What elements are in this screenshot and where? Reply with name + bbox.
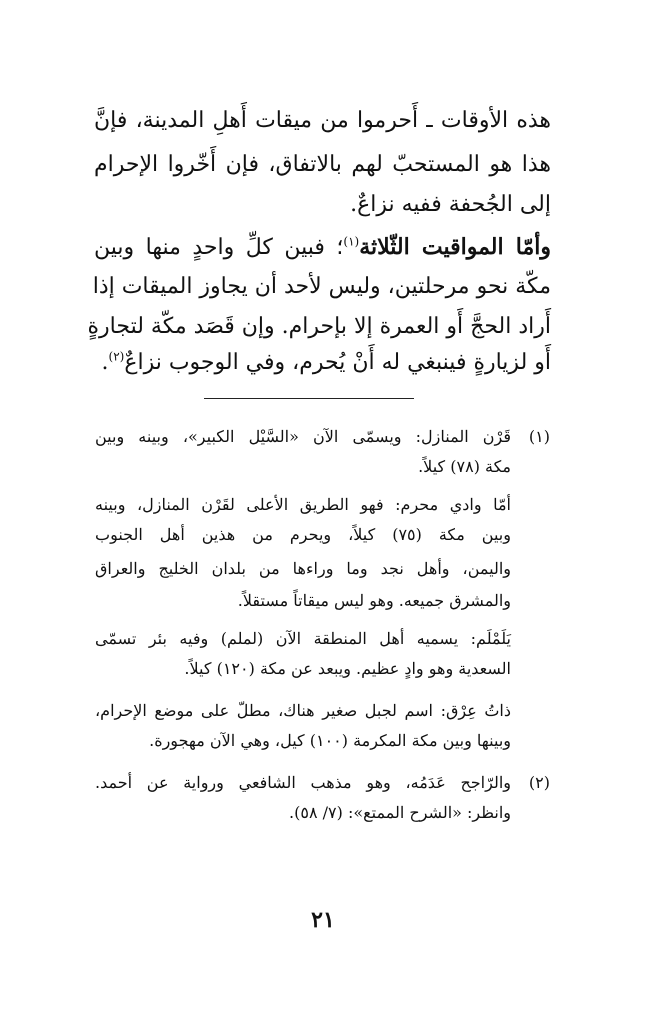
footnote-line: وبين مكة (٧٥) كيلاً، ويحرم من هذين أهل الجنوب bbox=[95, 525, 511, 544]
main-text-line: مكّة نحو مرحلتين، وليس لأحد أن يجاوز الميقات إذا bbox=[92, 274, 551, 299]
main-text-span: ؛ فبين كلِّ واحدٍ منها وبين bbox=[94, 235, 344, 260]
main-text-line: إلى الجُحفة ففيه نزاعٌ. bbox=[350, 192, 551, 217]
footnote-line: والرّاجح عَدَمُه، وهو مذهب الشافعي ورواية عن أحمد. bbox=[95, 773, 511, 792]
main-text-line: هذه الأوقات ـ أَحرموا من ميقات أَهلِ المدينة، فإنَّ bbox=[94, 108, 551, 133]
footnote-line: وانظر: «الشرح الممتع»: (٧/ ٥٨). bbox=[289, 803, 511, 822]
footnote-number-1: (١) bbox=[528, 427, 550, 446]
main-text-line bbox=[94, 232, 551, 263]
footnote-ref-1[interactable]: (١) bbox=[343, 234, 360, 249]
footnote-line: والمشرق جميعه. وهو ليس ميقاتاً مستقلاً. bbox=[237, 591, 511, 610]
footnote-line: وبينها وبين مكة المكرمة (١٠٠) كيل، وهي الآن مهجورة. bbox=[149, 731, 511, 750]
footnote-line: أمّا وادي محرم: فهو الطريق الأعلى لقَرْن المنازل، وبينه bbox=[95, 495, 511, 514]
main-text-line: هذا هو المستحبّ لهم بالاتفاق، فإن أَخّروا الإحرام bbox=[94, 152, 551, 177]
footnote-line: السعدية وهو وادٍ عظيم. ويبعد عن مكة (١٢٠) كيلاً. bbox=[184, 659, 511, 678]
main-text-span: أَو لزيارةٍ فينبغي له أَنْ يُحرم، وفي الوجوب نزاعٌ bbox=[124, 350, 551, 375]
footnote-line: يَلَمْلَم: يسميه أهل المنطقة الآن (لملم) وفيه بئر تسمّى bbox=[95, 629, 511, 648]
footnote-divider bbox=[204, 398, 414, 399]
main-text-line: أَراد الحجَّ أَو العمرة إلا بإحرام. وإن قَصَد مكّة لتجارةٍ bbox=[87, 314, 551, 339]
footnote-number-2: (٢) bbox=[528, 773, 550, 792]
main-text-span: . bbox=[101, 350, 109, 375]
section-heading: وأمّا المواقيت الثّلاثة bbox=[359, 234, 551, 260]
footnote-line: ذاتُ عِرْق: اسم لجبل صغير هناك، مطلّ على موضع الإحرام، bbox=[95, 701, 511, 720]
footnote-line: قَرْن المنازل: ويسمّى الآن «السَّيْل الكبير»، وبينه وبين bbox=[95, 427, 511, 446]
page-number: ٢١ bbox=[311, 907, 335, 933]
footnote-line: واليمن، وأهل نجد وما وراءها من بلدان الخليج والعراق bbox=[95, 559, 511, 578]
main-text-line bbox=[94, 348, 551, 378]
footnote-ref-2[interactable]: (٢) bbox=[108, 349, 125, 364]
footnote-line: مكة (٧٨) كيلاً. bbox=[418, 457, 511, 476]
